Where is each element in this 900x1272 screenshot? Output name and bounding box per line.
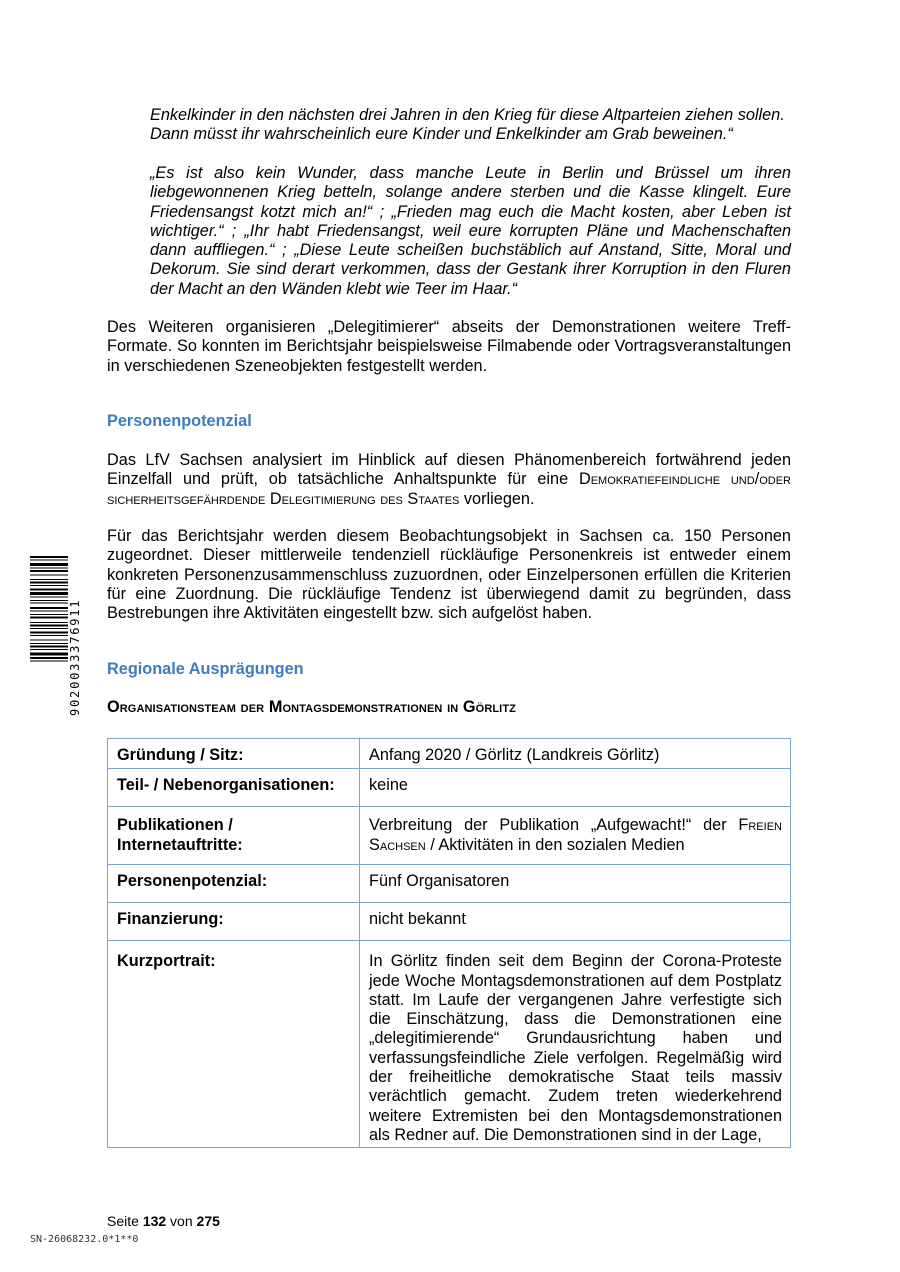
paragraph-treff-formate <box>107 318 791 376</box>
paragraph-lfv-analysis <box>107 451 791 509</box>
table-row <box>108 769 791 807</box>
barcode-bar <box>30 603 68 604</box>
section-heading-personenpotenzial: Personenpotenzial <box>107 412 252 430</box>
paragraph-text: Des Weiteren organisieren „Delegitimierer“ abseits der Demonstrationen weitere Treff-Formate. So konnten im Berichtsjahr beispielsweise Filmabende oder Vortragsveranstaltungen in verschiedenen Szeneobjekten festgestellt werden. <box>107 318 791 375</box>
value-text-end: / Aktivitäten in den sozialen Medien <box>425 835 685 854</box>
barcode-number: 9020033376911 <box>68 598 82 716</box>
barcode-bar <box>30 625 68 627</box>
row-value-gruendung: Anfang 2020 / Görlitz (Landkreis Görlitz) <box>360 739 791 769</box>
barcode-bar <box>30 579 68 580</box>
row-label-publikationen <box>108 807 360 865</box>
quote-line-2: Dann müsst ihr wahrscheinlich eure Kinder und Enkelkinder am Grab beweinen.“ <box>150 125 733 144</box>
label-line: Internetauftritte: <box>117 835 243 854</box>
barcode-bar <box>30 585 68 586</box>
row-label-finanzierung: Finanzierung: <box>108 903 360 941</box>
barcode-bar <box>30 607 68 609</box>
barcode-bar <box>30 611 68 612</box>
page-footer <box>107 1212 220 1231</box>
barcode-bar <box>30 560 68 561</box>
paragraph-text: Für das Berichtsjahr werden diesem Beobachtungsobjekt in Sachsen ca. 150 Personen zugeordnet. Dieser mittlerweile tendenziell rückläufige Personenkreis ist entweder einem konkreten Personenzusammenschluss zuzuordnen, oder Einzelpersonen erfüllen die Kriterien für eine Zuordnung. Die rückläufige Tendenz ist überwiegend damit zu begründen, dass Bestrebungen ihre Aktivitäten eingestellt bzw. sich aufgelöst haben. <box>107 527 791 623</box>
barcode-bar <box>30 657 68 659</box>
row-value-kurzportrait: In Görlitz finden seit dem Beginn der Corona-Proteste jede Woche Montagsdemonstrationen auf dem Postplatz statt. Im Laufe der vergangenen Jahre verfestigte sich die Einschätzung, dass die Demonstrationen eine „delegitimierende“ Grundausrichtung haben und verfassungsfeindliche Ziele verfolgen. Regelmäßig wird der freiheitliche demokratische Staat teils massiv verächtlich gemacht. Zudem treten wiederkehrend weitere Extremisten bei den Montagsdemonstrationen als Redner auf. Die Demonstrationen sind in der Lage, <box>360 941 791 1148</box>
label-line: Publikationen / <box>117 816 233 835</box>
paragraph-text-end: vorliegen. <box>459 489 535 508</box>
row-value-finanzierung: nicht bekannt <box>360 903 791 941</box>
barcode-bar <box>30 635 68 636</box>
quote-block-2 <box>150 164 791 299</box>
footer-mid: von <box>166 1213 197 1229</box>
barcode-bar <box>30 617 68 619</box>
row-value-publikationen <box>360 807 791 865</box>
table-row <box>108 807 791 865</box>
barcode-bar <box>30 653 68 656</box>
barcode-bar <box>30 563 68 566</box>
table-row <box>108 941 791 1148</box>
section-heading-regional: Regionale Ausprägungen <box>107 660 304 678</box>
barcode-bar <box>30 646 68 648</box>
row-label-gruendung: Gründung / Sitz: <box>108 739 360 769</box>
total-page-number: 275 <box>196 1213 220 1229</box>
quote-text: „Es ist also kein Wunder, dass manche Leute in Berlin und Brüssel um ihren liebgewonnenen Krieg betteln, solange andere sterben und die Kasse klingelt. Eure Friedensangst kotzt mich an!“ ; „Frieden mag euch die Macht kosten, aber Leben ist wichtiger.“ ; „Ihr habt Friedensangst, weil eure korrupten Pläne und Machenschaften dann auffliegen.“ ; „Diese Leute scheißen buchstäblich auf Anstand, Sitte, Moral und Dekorum. Sie sind derart verkommen, dass der Gestank ihrer Korruption in den Fluren der Macht an den Wänden klebt wie Teer im Haar.“ <box>150 164 791 298</box>
barcode-bar <box>30 640 68 641</box>
footer-prefix: Seite <box>107 1213 143 1229</box>
barcode-bar <box>30 570 68 572</box>
table-row <box>108 903 791 941</box>
barcode-icon <box>30 556 68 706</box>
table-row <box>108 865 791 903</box>
table-row <box>108 739 791 769</box>
quote-block-1 <box>150 106 791 145</box>
barcode-bar <box>30 622 68 623</box>
barcode-bar <box>30 582 68 584</box>
term-delegitimierung: Demokratiefeindliche und/oder sicherheitsgefährdende Delegitimierung des Staates <box>107 470 791 508</box>
value-text: Verbreitung der Publikation „Aufgewacht!“ der <box>369 816 739 835</box>
barcode-bar <box>30 628 68 629</box>
paragraph-text: Das LfV Sachsen analysiert im Hinblick auf diesen Phänomenbereich fortwährend jeden Einzelfall und prüft, ob tatsächliche Anhaltspunkte für eine <box>107 451 791 489</box>
document-id: SN-26068232.0*1**0 <box>30 1234 139 1245</box>
row-label-personenpotenzial: Personenpotenzial: <box>108 865 360 903</box>
barcode-bar <box>30 575 68 576</box>
row-value-teilorganisationen: keine <box>360 769 791 807</box>
barcode-bar <box>30 661 68 662</box>
current-page-number: 132 <box>142 1213 167 1229</box>
quote-line-1: Enkelkinder in den nächsten drei Jahren in den Krieg für diese Altparteien ziehen sollen. <box>150 106 785 124</box>
barcode-bar <box>30 568 68 569</box>
organisation-name: Freien Sachsen <box>369 816 782 854</box>
paragraph-personen-count <box>107 527 791 623</box>
organisation-info-table <box>107 738 791 1148</box>
barcode-bar <box>30 556 68 558</box>
barcode-bar <box>30 614 68 615</box>
row-value-personenpotenzial: Fünf Organisatoren <box>360 865 791 903</box>
barcode-bar <box>30 643 68 644</box>
barcode-bar <box>30 600 68 601</box>
barcode-bar <box>30 649 68 650</box>
row-label-teilorganisationen: Teil- / Nebenorganisationen: <box>108 769 360 807</box>
row-label-kurzportrait: Kurzportrait: <box>108 941 360 1148</box>
organisation-title: Organisationsteam der Montagsdemonstrationen in Görlitz <box>107 698 516 716</box>
barcode-bar <box>30 592 68 595</box>
barcode-bar <box>30 589 68 591</box>
barcode-bar <box>30 597 68 598</box>
barcode-bar <box>30 632 68 634</box>
